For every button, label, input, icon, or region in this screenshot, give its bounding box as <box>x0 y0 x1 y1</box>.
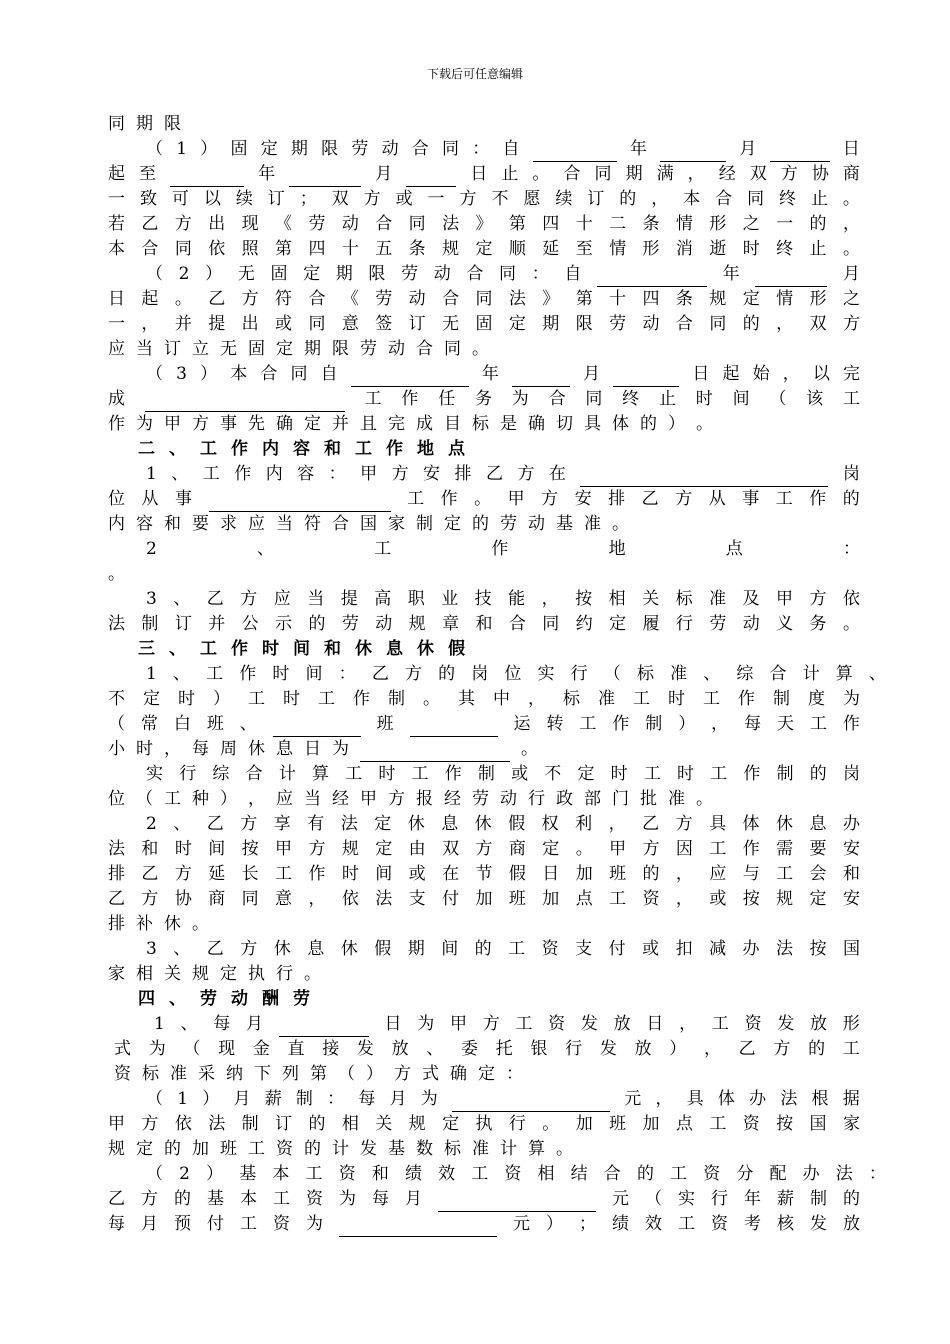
text-line: 一 致 可 以 续 订 ； 双 方 或 一 方 不 愿 续 订 的 ， 本 合 同 终 止 。 <box>108 189 860 209</box>
text-line: 法 和 时 间 按 甲 方 规 定 由 双 方 商 定 。 甲 方 因 工 作 需 要 安 <box>108 839 860 859</box>
text-line: 内 容 和 要 求 应 当 符 合 国 家 制 定 的 劳 动 基 准 。 <box>108 514 629 534</box>
text-line: 1 、 工 作 内 容 ： 甲 方 安 排 乙 方 在 岗 <box>108 462 860 487</box>
fill-in-blank[interactable] <box>512 368 570 387</box>
section-heading: 四 、 劳 动 酬 劳 <box>138 989 324 1009</box>
text-line: 成 工 作 任 务 为 合 同 终 止 时 间 （ 该 工 <box>108 387 860 412</box>
text-line: 甲 方 依 法 制 订 的 相 关 规 定 执 行 。 加 班 加 点 工 资 按 国 家 <box>108 1114 860 1134</box>
text-line: 应 当 订 立 无 固 定 期 限 劳 动 合 同 。 <box>108 339 489 359</box>
fill-in-blank[interactable] <box>410 718 498 737</box>
text-line: 乙 方 的 基 本 工 资 为 每 月 元 （ 实 行 年 薪 制 的 <box>108 1187 860 1212</box>
text-line: 2 、 工 作 地 点 ： <box>146 539 860 559</box>
text-line: 式 为 （ 现 金 直 接 发 放 、 委 托 银 行 发 放 ） ， 乙 方 的 工 <box>114 1039 860 1059</box>
text-line: 家 相 关 规 定 执 行 。 <box>108 964 321 984</box>
fill-in-blank[interactable] <box>145 393 345 412</box>
fill-in-blank[interactable] <box>339 1218 497 1237</box>
fill-in-blank[interactable] <box>660 143 726 162</box>
text-line: （ 常 白 班 、 班 运 转 工 作 制 ） ， 每 天 工 作 <box>108 712 860 737</box>
text-line: 资 标 准 采 纳 下 列 第 （ ） 方 式 确 定 ： <box>114 1064 523 1084</box>
text-line: 乙 方 协 商 同 意 ， 依 法 支 付 加 班 加 点 工 资 ， 或 按 规 定 安 <box>108 889 860 909</box>
text-line: 若 乙 方 出 现 《 劳 动 合 同 法 》 第 四 十 二 条 情 形 之 一 的 ， <box>108 214 860 234</box>
fill-in-blank[interactable] <box>770 143 830 162</box>
text-line: 本 合 同 依 照 第 四 十 五 条 规 定 顺 延 至 情 形 消 逝 时 终 止 。 <box>108 239 860 259</box>
fill-in-blank[interactable] <box>360 743 510 762</box>
text-line: 3 、 乙 方 应 当 提 高 职 业 技 能 ， 按 相 关 标 准 及 甲 方 依 <box>146 589 860 609</box>
text-line: 。 <box>108 564 125 584</box>
text-line: 规 定 的 加 班 工 资 的 计 发 基 数 标 准 计 算 。 <box>108 1139 573 1159</box>
text-line: 法 制 订 并 公 示 的 劳 动 规 章 和 合 同 约 定 履 行 劳 动 义 务 。 <box>108 614 860 634</box>
fill-in-blank[interactable] <box>406 168 456 187</box>
text-line: （ 1 ） 月 薪 制 ： 每 月 为 元 ， 具 体 办 法 根 据 <box>108 1087 860 1112</box>
fill-in-blank[interactable] <box>438 1193 596 1212</box>
fill-in-blank[interactable] <box>597 268 707 287</box>
text-line: 作 为 甲 方 事 先 确 定 并 且 完 成 目 标 是 确 切 具 体 的 ） 。 <box>108 414 713 434</box>
text-line: 排 乙 方 延 长 工 作 时 间 或 在 节 假 日 加 班 的 ， 应 与 工 会 和 <box>108 864 860 884</box>
section-heading: 三 、 工 作 时 间 和 休 息 休 假 <box>138 639 479 659</box>
text-line: 实 行 综 合 计 算 工 时 工 作 制 或 不 定 时 工 时 工 作 制 的 岗 <box>146 764 860 784</box>
text-line: 一 ， 并 提 出 或 同 意 签 订 无 固 定 期 限 劳 动 合 同 的 ， 双 方 <box>108 314 860 334</box>
text-line: 位 （ 工 种 ） ， 应 当 经 甲 方 报 经 劳 动 行 政 部 门 批 准 。 <box>108 789 713 809</box>
fill-in-blank[interactable] <box>533 143 617 162</box>
fill-in-blank[interactable] <box>755 268 827 287</box>
text-line: 同 期 限 <box>108 114 181 134</box>
fill-in-blank[interactable] <box>273 718 361 737</box>
text-line: 排 补 休 。 <box>108 914 209 934</box>
section-heading: 二 、 工 作 内 容 和 工 作 地 点 <box>138 439 479 459</box>
fill-in-blank[interactable] <box>170 168 244 187</box>
text-line: 不 定 时 ） 工 时 工 作 制 。 其 中 ， 标 准 工 时 工 作 制 度 为 <box>108 689 860 709</box>
fill-in-blank[interactable] <box>452 1093 610 1112</box>
text-line: （ 2 ） 无 固 定 期 限 劳 动 合 同 ： 自 年 月 <box>108 262 860 287</box>
fill-in-blank[interactable] <box>351 368 469 387</box>
text-line: （ 2 ） 基 本 工 资 和 绩 效 工 资 相 结 合 的 工 资 分 配 办 法 ： <box>146 1164 886 1184</box>
text-line: 每 月 预 付 工 资 为 元 ） ； 绩 效 工 资 考 核 发 放 <box>108 1212 860 1237</box>
text-line: 2 、 乙 方 享 有 法 定 休 息 休 假 权 利 ， 乙 方 具 体 休 息 办 <box>146 814 860 834</box>
text-line: 起 至 年 月 日 止 。 合 同 期 满 ， 经 双 方 协 商 <box>108 162 860 187</box>
text-line: 3 、 乙 方 休 息 休 假 期 间 的 工 资 支 付 或 扣 减 办 法 按 国 <box>146 939 860 959</box>
document-body <box>108 112 886 1237</box>
text-line: 位 从 事 工 作 。 甲 方 安 排 乙 方 从 事 工 作 的 <box>108 487 860 512</box>
text-line: 日 起 。 乙 方 符 合 《 劳 动 合 同 法 》 第 十 四 条 规 定 情 形 之 <box>108 289 860 309</box>
fill-in-blank[interactable] <box>580 468 828 487</box>
text-line: 小 时 ， 每 周 休 息 日 为 。 <box>108 737 860 762</box>
page-header: 下载后可任意编辑 <box>426 67 523 81</box>
text-line: （ 3 ） 本 合 同 自 年 月 日 起 始 ， 以 完 <box>108 362 860 387</box>
fill-in-blank[interactable] <box>209 493 391 512</box>
text-line: 1 、 每 月 日 为 甲 方 工 资 发 放 日 ， 工 资 发 放 形 <box>108 1012 860 1037</box>
fill-in-blank[interactable] <box>289 168 361 187</box>
text-line: （ 1 ） 固 定 期 限 劳 动 合 同 ： 自 年 月 日 <box>108 137 860 162</box>
fill-in-blank[interactable] <box>613 368 679 387</box>
text-line: 1 、 工 作 时 间 ： 乙 方 的 岗 位 实 行 （ 标 准 、 综 合 计 算 、 <box>146 664 886 684</box>
fill-in-blank[interactable] <box>279 1018 369 1037</box>
